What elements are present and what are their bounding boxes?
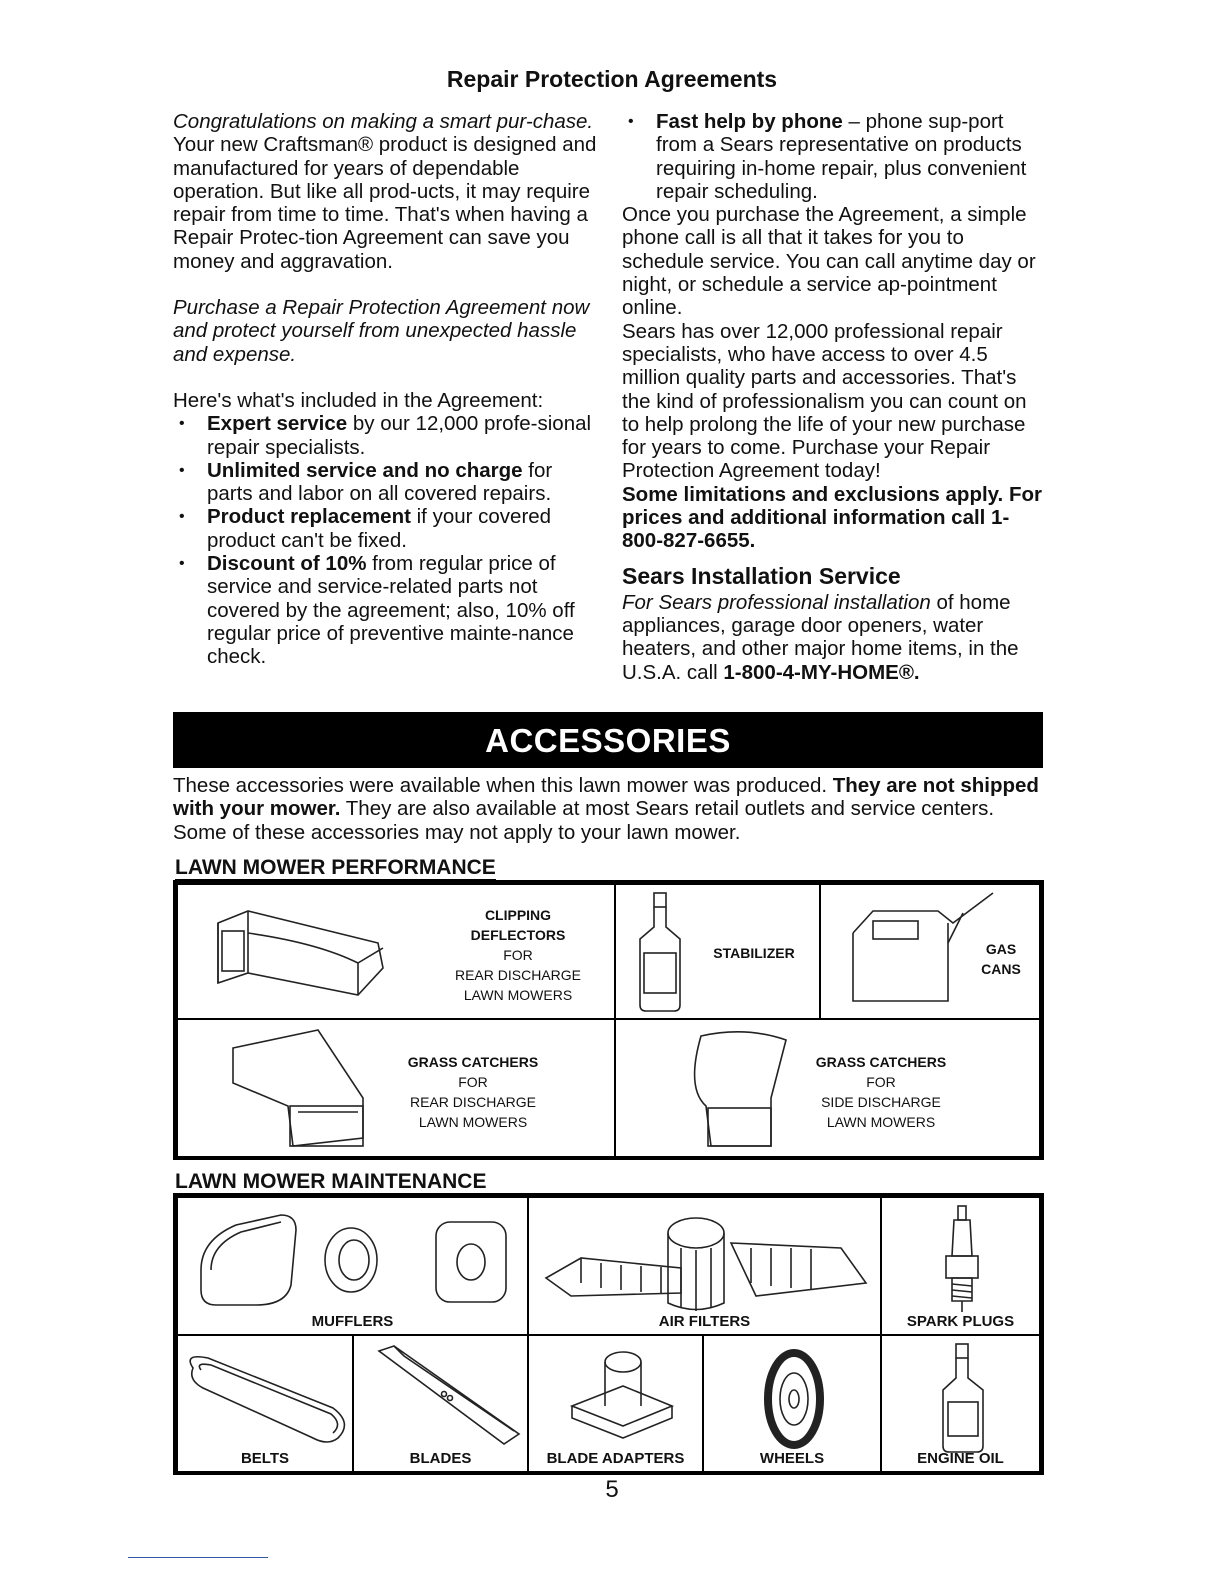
mufflers-cell xyxy=(176,1196,529,1336)
maintenance-heading: LAWN MOWER MAINTENANCE xyxy=(175,1170,487,1193)
blade-icon xyxy=(374,1346,524,1446)
blades-cell xyxy=(352,1334,529,1473)
gas-cans-cell: GAS CANS xyxy=(819,883,1041,1020)
purchase-paragraph: Purchase a Repair Protection Agreement now and protect yourself from unexpected hassle and expense. xyxy=(173,296,590,366)
right-column xyxy=(622,110,1047,684)
air-filters-cell xyxy=(527,1196,882,1336)
muffler-icon xyxy=(196,1210,516,1310)
gas-can-icon xyxy=(843,893,983,1008)
included-list-continued xyxy=(622,110,1047,203)
belts-cell xyxy=(176,1334,354,1473)
belts-label: BELTS xyxy=(240,1450,290,1467)
clipping-deflectors-cell: CLIPPING DEFLECTORS FOR REAR DISCHARGE LAWN MOWERS xyxy=(176,883,616,1020)
install-heading: Sears Installation Service xyxy=(622,562,901,589)
once-paragraph: Once you purchase the Agreement, a simple phone call is all that it takes for you to schedule service. You can call anytime day or night, or schedule a service ap-pointment online. xyxy=(622,203,1036,320)
wheel-icon xyxy=(759,1344,829,1454)
left-column xyxy=(173,110,603,669)
sears-paragraph: Sears has over 12,000 professional repair specialists, who have access to over 4.5 million quality parts and accessories. That's the kind of professionalism you can count on to help prolong the life of your new purchase for years to come. Purchase your Repair Protection Agreement today! xyxy=(622,319,1027,483)
spark-plugs-label: SPARK PLUGS xyxy=(906,1313,1015,1330)
included-list xyxy=(173,412,603,668)
list-item: • Expert service by our 12,000 profe-sional repair specialists. xyxy=(173,412,603,459)
grass-catcher-rear-icon xyxy=(228,1028,378,1156)
stabilizer-bottle-icon xyxy=(636,893,686,1013)
performance-grid xyxy=(173,880,1044,1160)
included-intro: Here's what's included in the Agreement: xyxy=(173,388,544,412)
footer-rule xyxy=(128,1557,268,1558)
grass-catcher-side-icon xyxy=(676,1028,796,1156)
wheels-label: WHEELS xyxy=(759,1450,825,1467)
belt-icon xyxy=(183,1348,351,1448)
performance-heading: LAWN MOWER PERFORMANCE xyxy=(175,856,496,879)
maintenance-grid xyxy=(173,1193,1044,1475)
intro-paragraph: Congratulations on making a smart pur-chase. Your new Craftsman® product is designed and manufactured for years of dependable operation. But like all prod-ucts, it may require repair from time to time. That's when having a Repair Protec-tion Agreement can save you money and aggravation. xyxy=(173,110,597,273)
engine-oil-cell xyxy=(880,1334,1041,1473)
stabilizer-cell: STABILIZER xyxy=(614,883,821,1020)
engine-oil-bottle-icon xyxy=(940,1344,986,1454)
blade-adapter-icon xyxy=(567,1346,677,1446)
page-title: Repair Protection Agreements xyxy=(446,66,778,92)
clipping-deflector-icon xyxy=(208,903,398,1003)
grass-catchers-rear-cell: GRASS CATCHERS FOR REAR DISCHARGE LAWN MOWERS xyxy=(176,1018,616,1158)
install-phone: 1-800-4-MY-HOME®. xyxy=(723,660,920,684)
mufflers-label: MUFFLERS xyxy=(311,1313,394,1330)
blade-adapters-label: BLADE ADAPTERS xyxy=(546,1450,685,1467)
install-paragraph: For Sears professional installation of home appliances, garage door openers, water heaters, and other major home items, in the U.S.A. call 1-800-4-MY-HOME®. xyxy=(622,590,1019,684)
air-filters-label: AIR FILTERS xyxy=(658,1313,751,1330)
accessories-banner: ACCESSORIES xyxy=(173,712,1043,768)
page-number: 5 xyxy=(605,1476,619,1503)
list-item: • Discount of 10% from regular price of service and service-related parts not covered by the agreement; also, 10% off regular price of preventive mainte-nance check. xyxy=(173,552,603,668)
spark-plugs-cell xyxy=(880,1196,1041,1336)
blade-adapters-cell xyxy=(527,1334,704,1473)
limitations-paragraph: Some limitations and exclusions apply. For prices and additional information call 1-800-827-6655. xyxy=(622,482,1042,553)
blades-label: BLADES xyxy=(409,1450,472,1467)
air-filter-icon xyxy=(541,1208,871,1313)
list-item: • Unlimited service and no charge for parts and labor on all covered repairs. xyxy=(173,459,603,506)
spark-plug-icon xyxy=(940,1206,984,1316)
grass-catchers-side-cell: GRASS CATCHERS FOR SIDE DISCHARGE LAWN MOWERS xyxy=(614,1018,1041,1158)
engine-oil-label: ENGINE OIL xyxy=(917,1450,1004,1467)
wheels-cell xyxy=(702,1334,882,1473)
list-item: • Product replacement if your covered product can't be fixed. xyxy=(173,505,603,552)
accessories-intro: These accessories were available when this lawn mower was produced. They are not shipped with your mower. They are also available at most Sears retail outlets and service centers. Some of these accessories may not apply to your lawn mower. xyxy=(173,774,1039,844)
list-item: • Fast help by phone – phone sup-port from a Sears representative on products requiring in-home repair, plus convenient repair scheduling. xyxy=(622,110,1047,203)
